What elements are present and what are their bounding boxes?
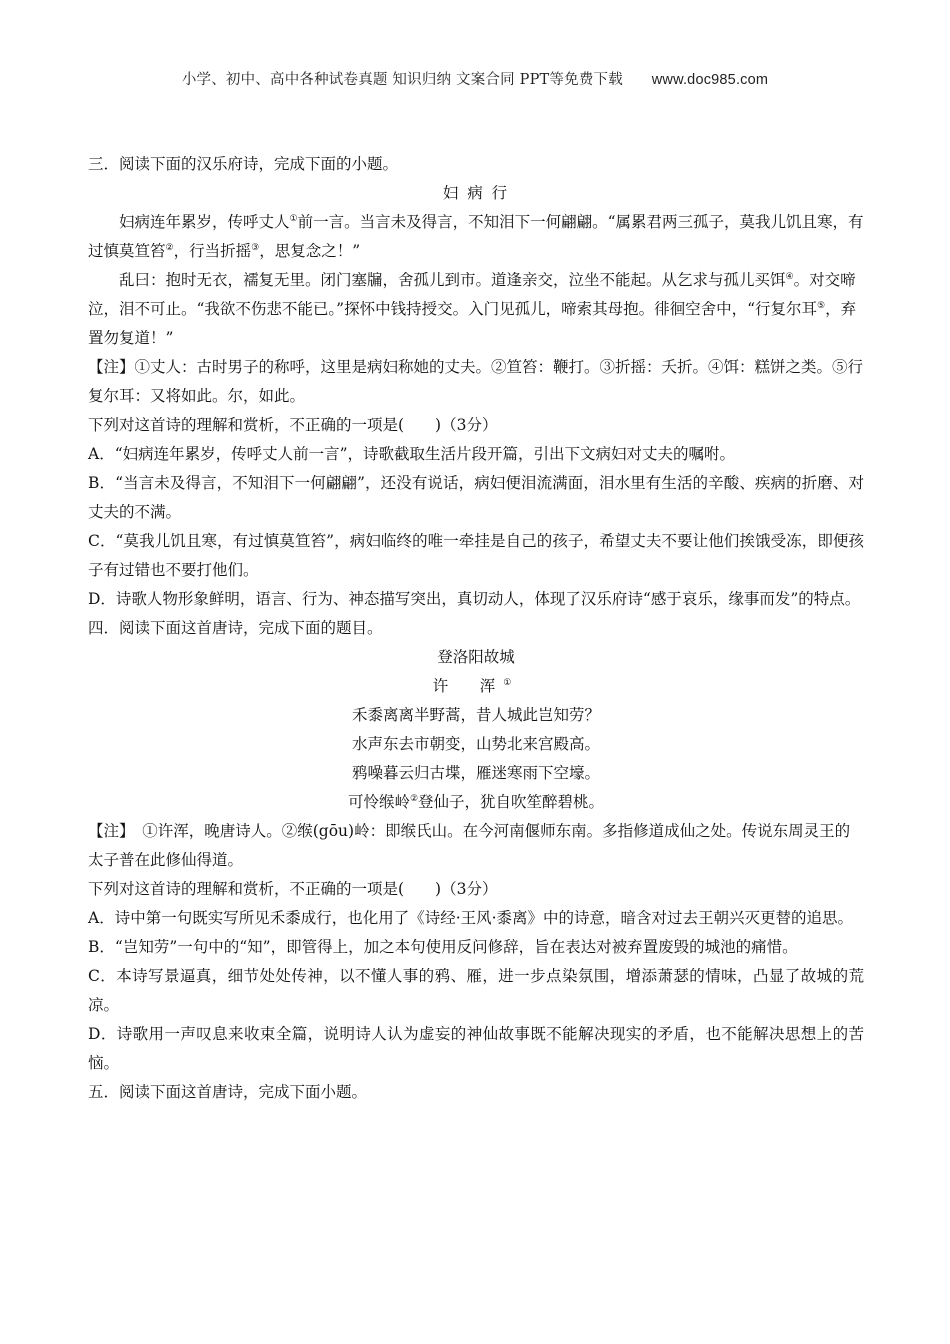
section3-option-a: A．“妇病连年累岁，传呼丈人前一言”，诗歌截取生活片段开篇，引出下文病妇对丈夫的嘱咐。 xyxy=(88,445,736,463)
section3-option-d: D．诗歌人物形象鲜明，语言、行为、神态描写突出，真切动人，体现了汉乐府诗“感于哀乐，缘事而发”的特点。 xyxy=(88,590,861,608)
section4-note: 【注】 ①许浑，晚唐诗人。②缑(gōu)岭：即缑氏山。在今河南偃师东南。多指修道成仙之处。传说东周灵王的太子普在此修仙得道。 xyxy=(88,822,851,869)
page-header xyxy=(0,68,950,89)
section3-poem-title: 妇 病 行 xyxy=(442,184,510,202)
section3-option-b: B．“当言未及得言，不知泪下一何翩翩”，还没有说话，病妇便泪流满面，泪水里有生活的辛酸、疾病的折磨、对丈夫的不满。 xyxy=(88,474,864,521)
section3-poem-paragraph-2: 乱曰：抱时无衣，襦复无里。闭门塞牖，舍孤儿到市。道逢亲交，泣坐不能起。从乞求与孤儿买饵④。对交啼泣，泪不可止。“我欲不伤悲不能已。”探怀中钱持授交。入门见孤儿，啼索其母抱。徘徊空舍中，“行复尔耳⑤，弃置勿复道！” xyxy=(88,271,857,347)
section4-verse-4: 可怜缑岭②登仙子，犹自吹笙醉碧桃。 xyxy=(347,793,605,811)
section4-verse-1: 禾黍离离半野蒿，昔人城此岂知劳？ xyxy=(351,706,600,724)
section4-poem-author: 许 浑① xyxy=(432,677,520,695)
document-body xyxy=(88,150,864,1107)
section4-option-b: B．“岂知劳”一句中的“知”，即管得上，加之本句使用反问修辞，旨在表达对被弃置废毁的城池的痛惜。 xyxy=(88,938,798,956)
section3-heading: 三．阅读下面的汉乐府诗，完成下面的小题。 xyxy=(88,155,399,173)
section4-option-c: C．本诗写景逼真，细节处处传神，以不懂人事的鸦、雁，进一步点染氛围，增添萧瑟的情味，凸显了故城的荒凉。 xyxy=(88,967,864,1014)
section3-note: 【注】①丈人：古时男子的称呼，这里是病妇称她的丈夫。②笪笞：鞭打。③折摇：夭折。④饵：糕饼之类。⑤行复尔耳：又将如此。尔，如此。 xyxy=(88,358,864,405)
section4-verse-2: 水声东去市朝变，山势北来宫殿高。 xyxy=(351,735,600,753)
header-url[interactable]: www.doc985.com xyxy=(651,72,769,88)
section5-heading: 五．阅读下面这首唐诗，完成下面小题。 xyxy=(88,1083,368,1101)
section4-heading: 四．阅读下面这首唐诗，完成下面的题目。 xyxy=(88,619,383,637)
section3-option-c: C．“莫我儿饥且寒，有过慎莫笪笞”，病妇临终的唯一牵挂是自己的孩子，希望丈夫不要让他们挨饿受冻，即便孩子有过错也不要打他们。 xyxy=(88,532,864,579)
section3-poem-paragraph-1: 妇病连年累岁，传呼丈人①前一言。当言未及得言，不知泪下一何翩翩。“属累君两三孤子，莫我儿饥且寒，有过慎莫笪笞②，行当折摇③，思复念之！” xyxy=(88,213,864,260)
section4-poem-title: 登洛阳故城 xyxy=(437,648,515,666)
section4-option-a: A．诗中第一句既实写所见禾黍成行，也化用了《诗经·王风·黍离》中的诗意，暗含对过去王朝兴灭更替的追思。 xyxy=(88,909,854,927)
section3-question: 下列对这首诗的理解和赏析，不正确的一项是( )（3分） xyxy=(88,416,498,434)
section4-option-d: D．诗歌用一声叹息来收束全篇，说明诗人认为虚妄的神仙故事既不能解决现实的矛盾，也不能解决思想上的苦恼。 xyxy=(88,1025,864,1072)
section4-question: 下列对这首诗的理解和赏析，不正确的一项是( )（3分） xyxy=(88,880,498,898)
header-text: 小学、初中、高中各种试卷真题 知识归纳 文案合同 PPT等免费下载 xyxy=(181,72,623,88)
section4-verse-3: 鸦噪暮云归古堞，雁迷寒雨下空壕。 xyxy=(351,764,600,782)
